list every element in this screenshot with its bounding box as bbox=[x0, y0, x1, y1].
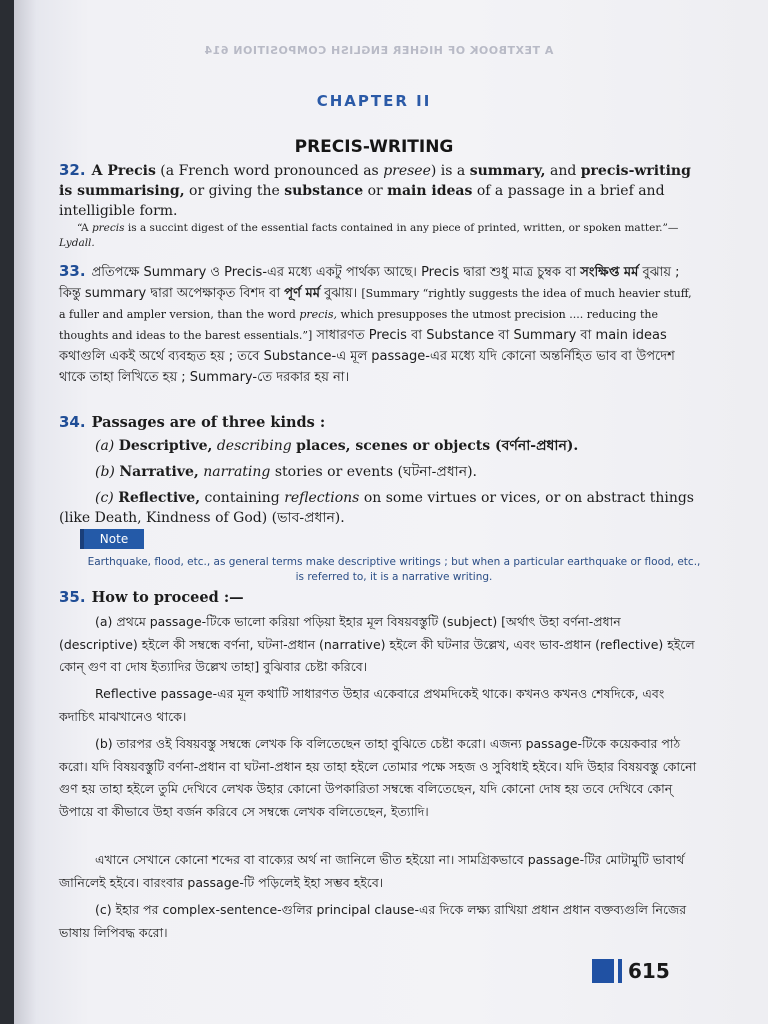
section-32 bbox=[59, 160, 699, 222]
text: presee bbox=[383, 163, 431, 179]
text: (a French word pronounced as bbox=[155, 163, 384, 179]
text: narrating bbox=[198, 464, 271, 480]
step-b-extra: এখানে সেখানে কোনো শব্দের বা বাক্যের অর্থ না জানিলে ভীত হইয়ো না। সামগ্রিকভাবে passage-টির মোটামুটি ভাবার্থ জানিলেই হইবে। বারংবার passage-টি পড়িলেই ইহা সম্ভব হইবে। bbox=[59, 852, 685, 890]
text: places, scenes or objects bbox=[296, 438, 491, 454]
text: (b) bbox=[95, 464, 120, 480]
page-number-stripe bbox=[618, 959, 622, 983]
reflective-note: Reflective passage-এর মূল কথাটি সাধারণত উহার একেবারে প্রথমদিকেই থাকে। কখনও কখনও শেষদিকে, এবং কদাচিৎ মাঝখানেও থাকে। bbox=[59, 686, 665, 724]
book-page bbox=[14, 0, 768, 1024]
text: Descriptive, bbox=[118, 438, 213, 454]
text: precis bbox=[91, 222, 125, 234]
text: is a succint digest of the essential facts contained in any piece of printed, written, or spoken matter.”— bbox=[124, 222, 679, 234]
section-33 bbox=[59, 259, 699, 388]
text: main ideas bbox=[387, 182, 473, 199]
section-number: 35. bbox=[59, 588, 86, 606]
text: Narrative, bbox=[119, 464, 199, 480]
step-b: (b) তারপর ওই বিষয়বস্তু সম্বন্ধে লেখক কি বলিতেছেন তাহা বুঝিতে চেষ্টা করো। এজন্য passage-টিকে কয়েকবার পাঠ করো। যদি বিষয়বস্তুটি বর্ণনা-প্রধান বা ঘটনা-প্রধান হয় তাহা হইলে তোমার পক্ষে সহজ ও সুবিধাই হইবে। যদি উহার বিষয়বস্তু কোনো গুণ হয় তাহা হইলে তুমি দেখিবে লেখক উহার কোনো উপকারিতা সম্বন্ধে বলিতেছেন, যদি কোনো দোষ হয় তবে দেখিবে কোন্ উপায়ে বা কীভাবে উহা বর্জন করিবে সে সম্বন্ধে লেখক বলিতেছেন, ইত্যাদি। bbox=[59, 736, 697, 819]
text: ) is a bbox=[430, 163, 470, 179]
page-number bbox=[592, 958, 670, 984]
text: (বর্ণনা-প্রধান). bbox=[490, 438, 579, 454]
kind-reflective bbox=[59, 489, 701, 529]
lydall-quote bbox=[59, 221, 699, 251]
text: which presupposes the utmost precision .... reducing the thoughts and ideas to the barest essentials.”] bbox=[59, 308, 658, 342]
section-number: 32. bbox=[59, 161, 86, 179]
note-text: Earthquake, flood, etc., as general terms make descriptive writings ; but when a particular earthquake or flood, etc., is referred to, it is a narrative writing. bbox=[87, 556, 701, 583]
section-34-heading bbox=[59, 412, 699, 434]
text: precis, bbox=[299, 308, 337, 322]
text: Lydall. bbox=[59, 237, 95, 250]
heading: How to proceed :— bbox=[91, 589, 244, 606]
text: stories or events (ঘটনা-প্রধান). bbox=[270, 464, 478, 480]
show-through-header: A TEXTBOOK OF HIGHER ENGLISH COMPOSITION 614 bbox=[204, 44, 554, 57]
page-number-block bbox=[592, 959, 614, 983]
text: containing bbox=[200, 490, 285, 506]
section-number: 34. bbox=[59, 413, 86, 431]
heading: Passages are of three kinds : bbox=[91, 414, 326, 431]
text: [Summary “rightly suggests the idea of much heavier stuff, a fuller and ampler version, than the word bbox=[59, 287, 692, 322]
chapter-title: PRECIS-WRITING bbox=[294, 137, 454, 157]
kind-narrative bbox=[59, 463, 701, 483]
kind-descriptive bbox=[59, 437, 701, 457]
text: summary, bbox=[469, 163, 546, 179]
text: describing bbox=[212, 438, 297, 454]
section-number: 33. bbox=[59, 262, 86, 280]
text: বুঝায় ; কিন্তু summary দ্বারা অপেক্ষাকৃত বিশদ বা bbox=[59, 265, 680, 302]
text: (a) bbox=[95, 438, 119, 454]
page-number-text: 615 bbox=[628, 959, 670, 983]
text: সাধারণত Precis বা Substance বা Summary বা main ideas কথাগুলি একই অর্থে ব্যবহৃত হয় ; তবে Substance-এ মূল passage-এর মধ্যে যদি কোনো অন্তর্নিহিত ভাব বা উপদেশ থাকে তাহা লিখিতে হয় ; Summary-তে দরকার হয় না। bbox=[59, 327, 675, 385]
text: সংক্ষিপ্ত মর্ম bbox=[580, 265, 639, 280]
term-precis: A Precis bbox=[91, 163, 156, 179]
text: “A bbox=[77, 222, 92, 234]
text: পূর্ণ মর্ম bbox=[284, 286, 320, 302]
text: substance bbox=[284, 182, 364, 199]
text: of a passage in a brief and intelligible form. bbox=[59, 182, 665, 219]
chapter-label: CHAPTER II bbox=[316, 92, 432, 110]
text: প্রতিপক্ষে Summary ও Precis-এর মধ্যে একটু পার্থক্য আছে। Precis দ্বারা শুধু মাত্র চুম্বক বা bbox=[91, 265, 581, 280]
text: বুঝায়। bbox=[319, 286, 362, 302]
text: Reflective, bbox=[118, 490, 201, 506]
section-35-heading bbox=[59, 587, 699, 609]
text: (c) bbox=[95, 490, 119, 506]
text: and bbox=[545, 163, 581, 179]
text: or bbox=[363, 182, 388, 199]
text: reflections bbox=[284, 490, 360, 506]
step-a: (a) প্রথমে passage-টিকে ভালো করিয়া পড়িয়া ইহার মূল বিষয়বস্তুটি (subject) [অর্থাৎ উহা বর্ণনা-প্রধান (descriptive) হইলে কী সম্বন্ধে বর্ণনা, ঘটনা-প্রধান (narrative) হইলে কী ঘটনার উল্লেখ, এবং ভাব-প্রধান (reflective) হইলে কোন্ গুণ বা দোষ ইত্যাদির উল্লেখ তাহা] বুঝিবার চেষ্টা করিবে। bbox=[59, 614, 695, 674]
text: or giving the bbox=[184, 182, 285, 199]
text: on some virtues or vices, or on abstract things (like Death, Kindness of God) (ভাব-প্রধান). bbox=[59, 490, 694, 526]
step-c: (c) ইহার পর complex-sentence-গুলির principal clause-এর দিকে লক্ষ্য রাখিয়া প্রধান প্রধান বক্তব্যগুলি নিজের ভাষায় লিপিবদ্ধ করো। bbox=[59, 902, 687, 940]
note-badge: Note bbox=[80, 529, 144, 549]
text: precis-writing is summarising, bbox=[59, 163, 691, 199]
